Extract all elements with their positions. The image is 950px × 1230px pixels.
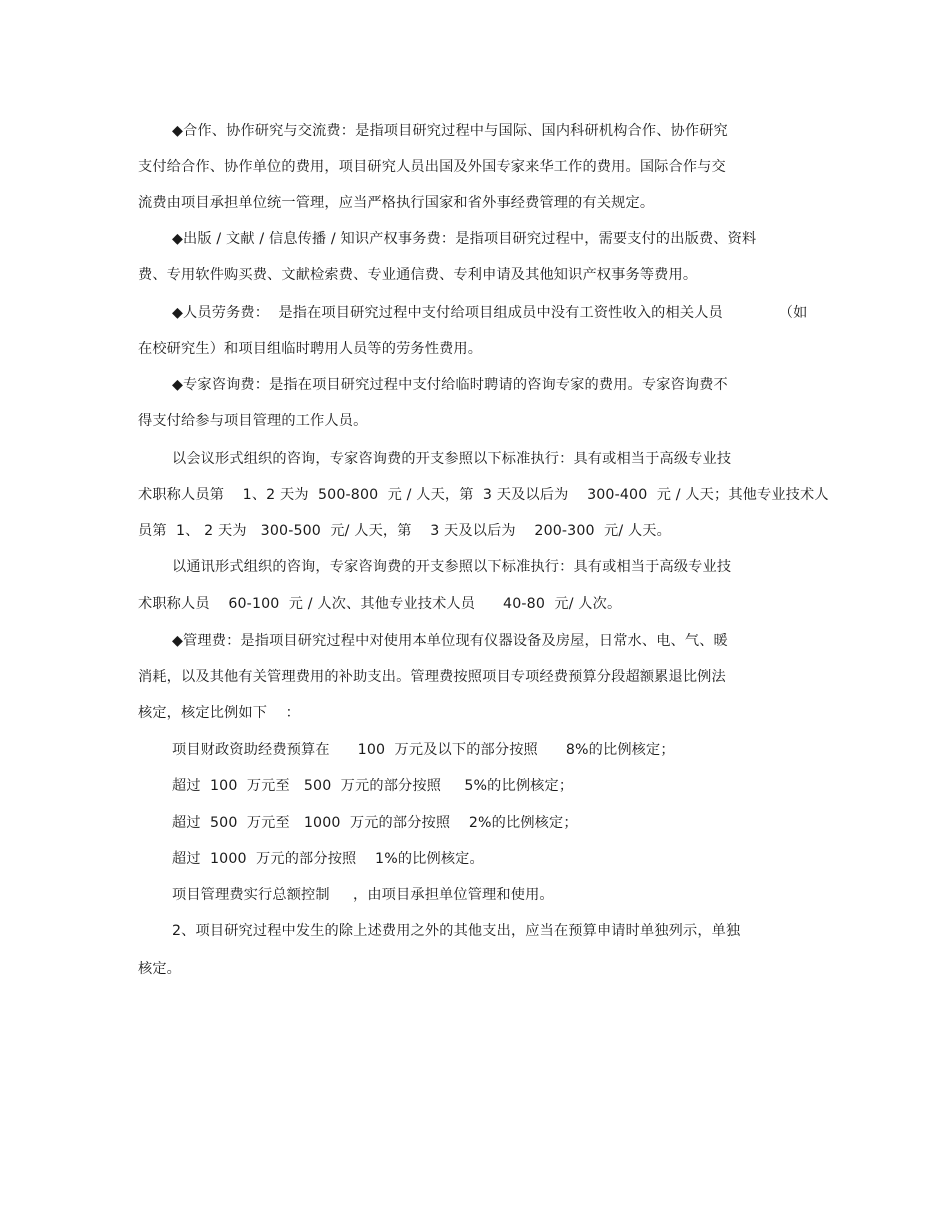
paragraph-line: 核定。	[138, 961, 182, 977]
paragraph-line: ◆合作、协作研究与交流费：是指项目研究过程中与国际、国内科研机构合作、协作研究	[172, 123, 728, 139]
paragraph-line: 得支付给参与项目管理的工作人员。	[138, 413, 368, 429]
paragraph-line: 项目管理费实行总额控制 ，由项目承担单位管理和使用。	[172, 887, 554, 903]
paragraph-line: ◆人员劳务费： 是指在项目研究过程中支付给项目组成员中没有工资性收入的相关人员 （如	[172, 305, 808, 321]
paragraph-line: 术职称人员 60-100 元 / 人次、其他专业技术人员 40-80 元/ 人次。	[138, 596, 622, 612]
paragraph-line: ◆出版 / 文献 / 信息传播 / 知识产权事务费：是指项目研究过程中，需要支付的出版费、资料	[172, 231, 757, 247]
paragraph-line: 超过 1000 万元的部分按照 1%的比例核定。	[172, 851, 484, 867]
paragraph-line: 以会议形式组织的咨询，专家咨询费的开支参照以下标准执行：具有或相当于高级专业技	[172, 451, 732, 467]
paragraph-line: 支付给合作、协作单位的费用，项目研究人员出国及外国专家来华工作的费用。国际合作与交	[138, 159, 726, 175]
paragraph-line: 以通讯形式组织的咨询，专家咨询费的开支参照以下标准执行：具有或相当于高级专业技	[172, 559, 732, 575]
paragraph-line: 项目财政资助经费预算在 100 万元及以下的部分按照 8%的比例核定；	[172, 742, 675, 758]
paragraph-line: 在校研究生）和项目组临时聘用人员等的劳务性费用。	[138, 341, 483, 357]
paragraph-line: 2、项目研究过程中发生的除上述费用之外的其他支出，应当在预算申请时单独列示，单独	[172, 923, 741, 939]
paragraph-line: 流费由项目承担单位统一管理，应当严格执行国家和省外事经费管理的有关规定。	[138, 195, 655, 211]
paragraph-line: ◆管理费：是指项目研究过程中对使用本单位现有仪器设备及房屋，日常水、电、气、暖	[172, 633, 728, 649]
paragraph-line: 核定，核定比例如下 ：	[138, 705, 301, 721]
paragraph-line: 超过 100 万元至 500 万元的部分按照 5%的比例核定；	[172, 778, 574, 794]
paragraph-line: 超过 500 万元至 1000 万元的部分按照 2%的比例核定；	[172, 815, 578, 831]
paragraph-line: 术职称人员第 1、2 天为 500-800 元 / 人天，第 3 天及以后为 300-400 元 / 人天；其他专业技术人	[138, 487, 829, 503]
paragraph-line: 员第 1、 2 天为 300-500 元/ 人天，第 3 天及以后为 200-300 元/ 人天。	[138, 523, 671, 539]
paragraph-line: 消耗，以及其他有关管理费用的补助支出。管理费按照项目专项经费预算分段超额累退比例法	[138, 669, 726, 685]
paragraph-line: ◆专家咨询费：是指在项目研究过程中支付给临时聘请的咨询专家的费用。专家咨询费不	[172, 377, 728, 393]
paragraph-line: 费、专用软件购买费、文献检索费、专业通信费、专利申请及其他知识产权事务等费用。	[138, 267, 698, 283]
